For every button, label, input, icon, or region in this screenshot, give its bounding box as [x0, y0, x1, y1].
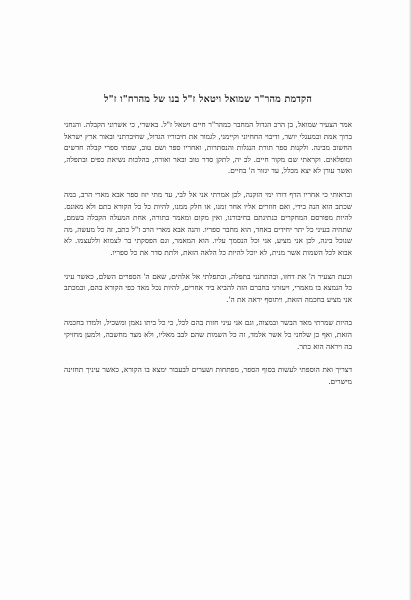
document-body: [64, 94, 352, 399]
document-title: הקדמת מהר"ר שמואל ויטאל ז"ל בנו של מהרח"ו ז"ל: [103, 94, 313, 105]
paragraph-3: וכעת הצעיר ה' את דחזו, ובהתחנני בתפלה, ובתפלתי אל אלהים, שאם ה' הספרים השלם, כאשר עיני כל הנמצא בו מאמרי, ויעזרני בחברם הזה להביא ביד אחרים, להיות נכל מאד כפי הקורא בהם, ובמכתב אני מציע בחכמה הזאת, ויתוסף יראה את ה'.: [64, 271, 352, 304]
paragraph-1: אמר הצעיר שמואל, בן הרב הגדול המחבר כמהר"ר חיים ויטאל ז"ל. באשרי, כי אשרוני הקבלה. והנחני ברוך אמת ובמעגלי יושר, ודיבוי החחיוני וקיימני, לגמור את חיבוריו הגדול, שחיברתני ובאור ארץ ישראל החשוב מבינה. ולקנות ספר תורת הנגלות והנסתרות, ואחריו ספר ושם טוב, שפתי ספרי קבלה חדשים ומופלאים. וקראתי שם מקור חיים. לב יה, לתקן סדר טוב ובאר ואורה, בהלכות נשיאת כפים ובתפלה, ואשר עורן לא יצא מכלל, עד יגזור ה' בחיים.: [64, 120, 352, 176]
paragraph-2: ובראותי כי אחריו הדף דורו ימי הזקנה, לכן אמרתי אני אל לבי, עד מתי יזוז ספר אבא מארי הרב, במה שכתב הוא הנה בידי, ואם חוזרים אליו אחר זמנו, או חלק ממנו, להיות כל כל הקורא בתם ולא מאונס. להיות מפורסם המחקרים כנתינתם בחיבורנו, ואין מקום ומאמר בתורה, אחת המעלה הקבלה בשמם, שתהיה בעיני כל יתר יחידים באחד, הוא מחבר ספריו. והנה אבא מארי הרב ז"ל כתב, זה כל מעשה, מה שנוכל בינה, לכן אני מציע, אני וכל הנסמך עליו. הוא המאמר, וגם הפסקתי בר לצמוא וללעצמו. לא אבוא לכל השמות אשר מנית, לא יוכל להיות כל הלאה הזאת, ולתת סדר את כל ספריו.: [64, 189, 352, 257]
paragraph-5: דצריך ואת הוספתי לעשות בסוף הספר, מפתחות ושערים לבעבור ימצא בו הקורא, כאשר עיניך תחזינה מישרים.: [64, 365, 352, 386]
paragraph-4: בהיות שמרתי מאד הבשר ובמצוה, וגם אני עיני חזות בהם לכל, כי כל ביתו נאמן ומשכיל, ולמדו בחכמה הזאת, ואף כן שלחני כל אשר אלמד, זה כל השמות שהם לבב מאליו, ולא מצד מחשבה, ולמען מחזיקי בה ויראה הוא כתר.: [64, 318, 352, 351]
